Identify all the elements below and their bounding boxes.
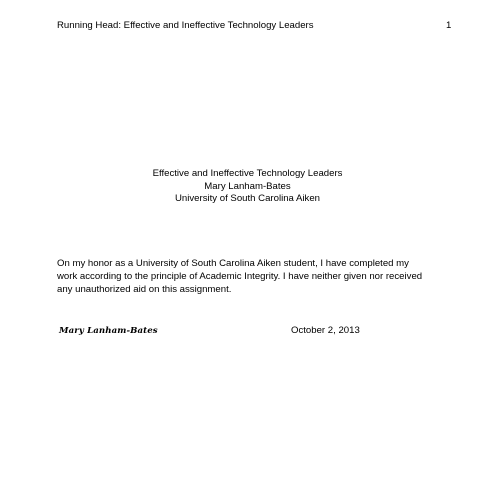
honor-statement-line: work according to the principle of Academic Integrity. I have neither given nor received: [57, 271, 423, 282]
honor-statement-line: On my honor as a University of South Carolina Aiken student, I have completed my: [57, 258, 409, 269]
title-block: [0, 168, 495, 206]
honor-statement: [57, 257, 457, 296]
institution-name: University of South Carolina Aiken: [174, 193, 321, 204]
signature: Mary Lanham-Bates: [59, 326, 158, 336]
signature-date: October 2, 2013: [291, 325, 360, 336]
running-head: Running Head: Effective and Ineffective Technology Leaders: [57, 20, 314, 31]
author-name: Mary Lanham-Bates: [204, 180, 291, 192]
honor-statement-line: any unauthorized aid on this assignment.: [57, 284, 232, 295]
paper-title: Effective and Ineffective Technology Leaders: [152, 168, 343, 179]
page-number: 1: [446, 20, 452, 31]
